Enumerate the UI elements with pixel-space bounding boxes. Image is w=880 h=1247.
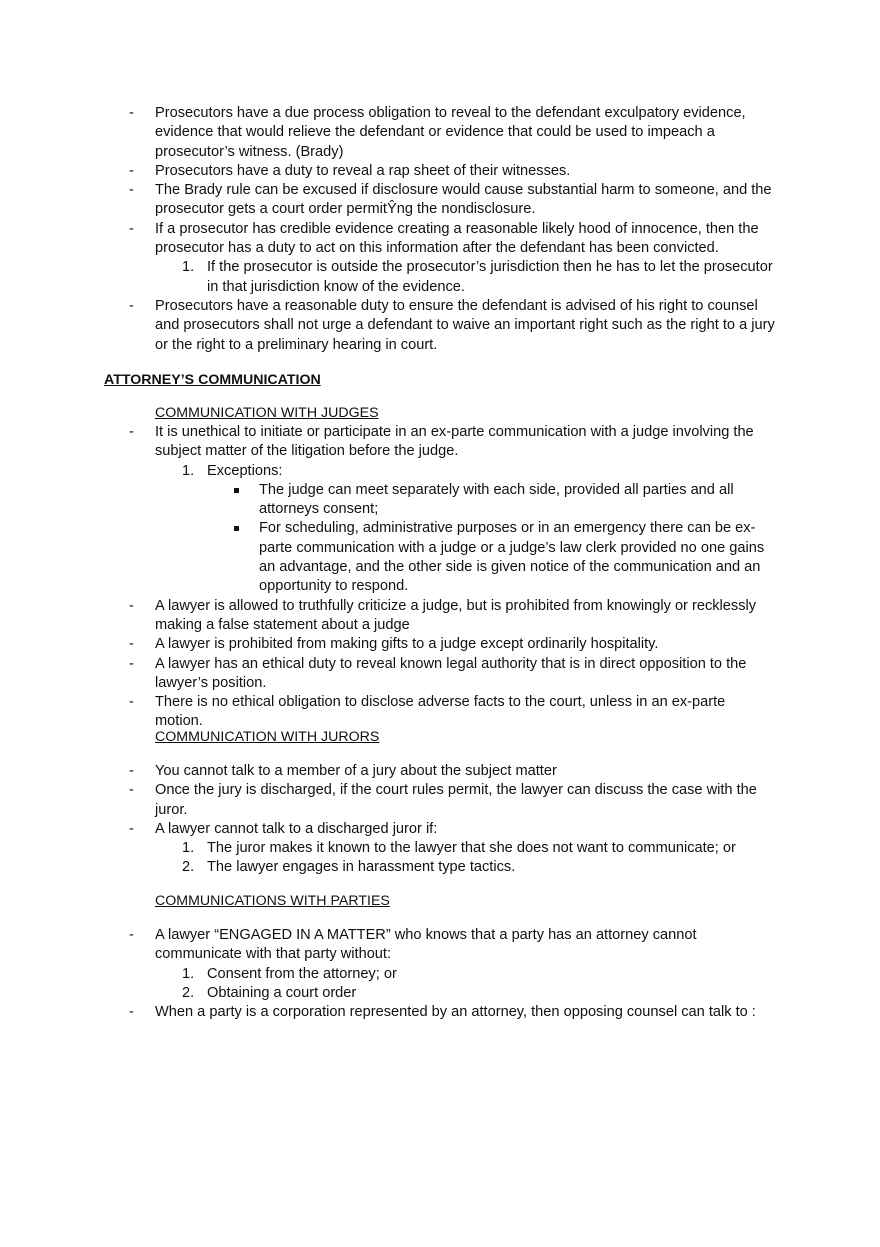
jurors-subheading: COMMUNICATION WITH JURORS [155, 729, 380, 745]
item-number: 2. [182, 859, 195, 876]
item-number: 1. [182, 840, 195, 857]
item-number: 2. [182, 984, 195, 1001]
list-item: - There is no ethical obligation to disclose adverse facts to the court, unless in an ex-parte motion. [0, 693, 775, 732]
list-item: - You cannot talk to a member of a jury about the subject matter [0, 762, 775, 781]
list-item: - Prosecutors have a due process obligation to reveal to the defendant exculpatory evidence, evidence that would relieve the defendant or evidence that could be used to impeach a prosecutor’s witness. (Brady) [0, 104, 775, 162]
prosecutor-duties-list [0, 104, 777, 355]
list-item: - Prosecutors have a duty to reveal a rap sheet of their witnesses. [0, 162, 775, 181]
list-item: - If a prosecutor has credible evidence creating a reasonable likely hood of innocence, then the prosecutor has a duty to act on this information after the defendant has been convicted. [0, 220, 775, 259]
numbered-item [0, 858, 777, 877]
numbered-item [0, 984, 777, 1003]
list-item: - Once the jury is discharged, if the court rules permit, the lawyer can discuss the case with the juror. [0, 781, 775, 820]
bullet-item: For scheduling, administrative purposes or in an emergency there can be ex-parte communication with a judge or a judge’s law clerk provided no one gains an advantage, and the other side is given notice of the communication and an opportunity to respond. [0, 519, 769, 596]
bullet-item: The judge can meet separately with each side, provided all parties and all attorneys consent; [0, 481, 769, 520]
item-number: 1. [182, 462, 195, 479]
item-text: The juror makes it known to the lawyer that she does not want to communicate; or [207, 840, 736, 857]
list-item: - When a party is a corporation represented by an attorney, then opposing counsel can talk to : [0, 1003, 775, 1022]
list-item: - A lawyer cannot talk to a discharged juror if: [0, 820, 775, 839]
item-text: Consent from the attorney; or [207, 965, 397, 982]
jurors-list [0, 762, 777, 878]
list-item: - A lawyer “ENGAGED IN A MATTER” who knows that a party has an attorney cannot communicate with that party without: [0, 926, 775, 965]
list-item: - Prosecutors have a reasonable duty to ensure the defendant is advised of his right to counsel and prosecutors shall not urge a defendant to waive an important right such as the right to a jury or the right to a preliminary hearing in court. [0, 297, 775, 355]
item-text: If the prosecutor is outside the prosecutor’s jurisdiction then he has to let the prosecutor in that jurisdiction know of the evidence. [207, 259, 773, 295]
judges-subheading: COMMUNICATION WITH JUDGES [155, 405, 379, 421]
parties-list [0, 926, 777, 1022]
item-text: Exceptions: [207, 462, 283, 479]
list-item: - It is unethical to initiate or participate in an ex-parte communication with a judge involving the subject matter of the litigation before the judge. [0, 423, 775, 462]
section-heading: ATTORNEY’S COMMUNICATION [104, 372, 321, 388]
list-item: - A lawyer is allowed to truthfully criticize a judge, but is prohibited from knowingly or recklessly making a false statement about a judge [0, 597, 775, 636]
numbered-item [0, 462, 777, 481]
numbered-item [0, 839, 777, 858]
judges-list [0, 423, 777, 732]
numbered-item [0, 258, 777, 297]
list-item: - The Brady rule can be excused if disclosure would cause substantial harm to someone, and the prosecutor gets a court order permitŶng the nondisclosure. [0, 181, 775, 220]
parties-subheading: COMMUNICATIONS WITH PARTIES [155, 893, 390, 909]
list-item: - A lawyer has an ethical duty to reveal known legal authority that is in direct opposition to the lawyer’s position. [0, 655, 775, 694]
list-item: - A lawyer is prohibited from making gifts to a judge except ordinarily hospitality. [0, 635, 775, 654]
item-number: 1. [182, 965, 195, 982]
item-text: The lawyer engages in harassment type tactics. [207, 859, 516, 876]
item-text: Obtaining a court order [207, 984, 357, 1001]
item-number: 1. [182, 259, 195, 276]
numbered-item [0, 965, 777, 984]
